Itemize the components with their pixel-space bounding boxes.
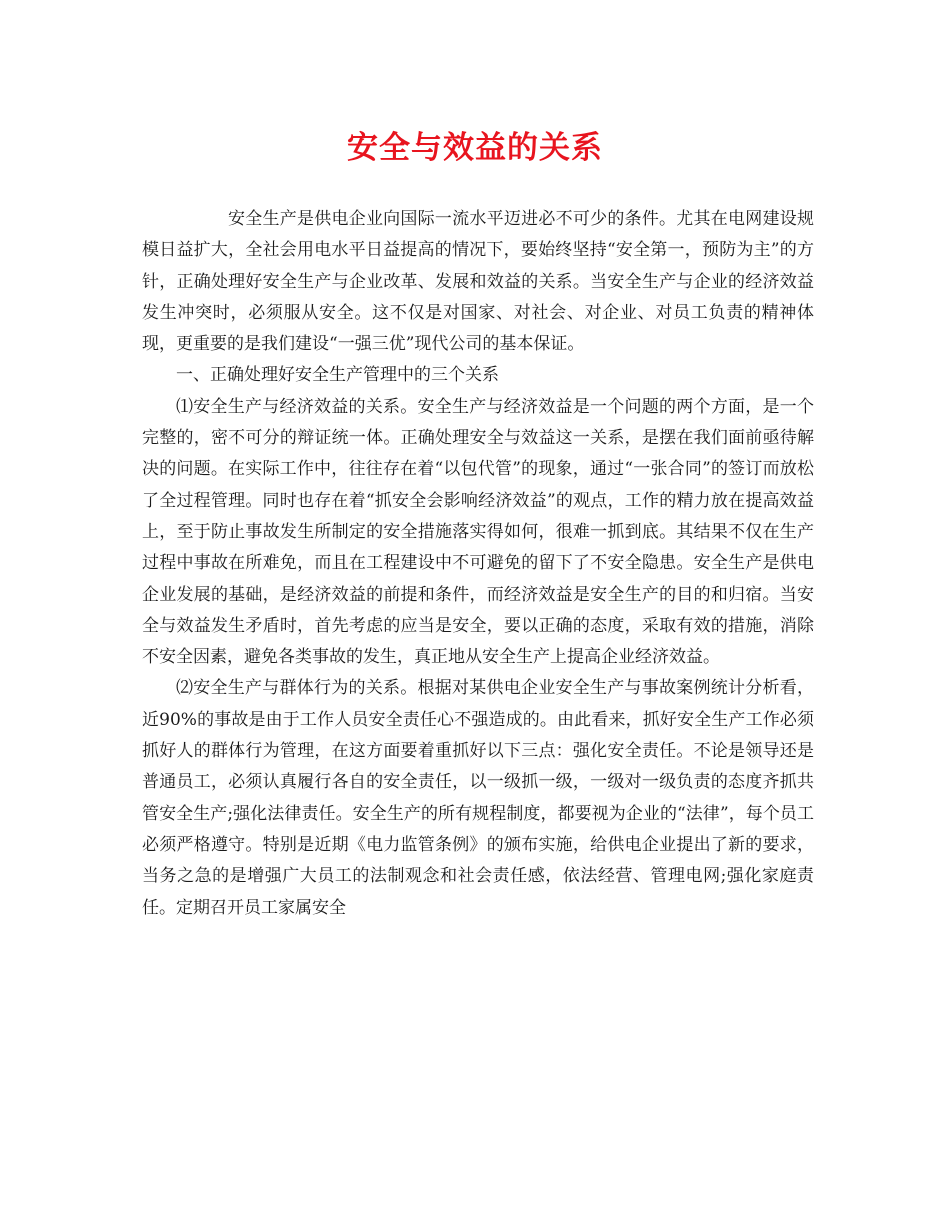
- intro-paragraph: 安全生产是供电企业向国际一流水平迈进必不可少的条件。尤其在电网建设规模日益扩大，全社会用电水平日益提高的情况下，要始终坚持“安全第一，预防为主”的方针，正确处理好安全生产与企业改革、发展和效益的关系。当安全生产与企业的经济效益发生冲突时，必须服从安全。这不仅是对国家、对社会、对企业、对员工负责的精神体现，更重要的是我们建设“一强三优”现代公司的基本保证。: [142, 209, 814, 355]
- document-title: 安全与效益的关系: [347, 130, 603, 166]
- section-heading: 一、正确处理好安全生产管理中的三个关系: [176, 365, 499, 386]
- paragraph-group-behavior: ⑵安全生产与群体行为的关系。根据对某供电企业安全生产与事故案例统计分析看，近90%的事故是由于工作人员安全责任心不强造成的。由此看来，抓好安全生产工作必须抓好人的群体行为管理，在这方面要着重抓好以下三点：强化安全责任。不论是领导还是普通员工，必须认真履行各自的安全责任，以一级抓一级，一级对一级负责的态度齐抓共管安全生产;强化法律责任。安全生产的所有规程制度，都要视为企业的“法律”，每个员工必须严格遵守。特别是近期《电力监管条例》的颁布实施，给供电企业提出了新的要求，当务之急的是增强广大员工的法制观念和社会责任感，依法经营、管理电网;强化家庭责任。定期召开员工家属安全: [142, 678, 814, 918]
- document-body: [142, 204, 814, 924]
- paragraph-economic-benefit: ⑴安全生产与经济效益的关系。安全生产与经济效益是一个问题的两个方面，是一个完整的，密不可分的辩证统一体。正确处理安全与效益这一关系，是摆在我们面前亟待解决的问题。在实际工作中，往往存在着“以包代管”的现象，通过“一张合同”的签订而放松了全过程管理。同时也存在着“抓安全会影响经济效益”的观点，工作的精力放在提高效益上，至于防止事故发生所制定的安全措施落实得如何，很难一抓到底。其结果不仅在生产过程中事故在所难免，而且在工程建设中不可避免的留下了不安全隐患。安全生产是供电企业发展的基础，是经济效益的前提和条件，而经济效益是安全生产的目的和归宿。当安全与效益发生矛盾时，首先考虑的应当是安全，要以正确的态度，采取有效的措施，消除不安全因素，避免各类事故的发生，真正地从安全生产上提高企业经济效益。: [142, 396, 814, 668]
